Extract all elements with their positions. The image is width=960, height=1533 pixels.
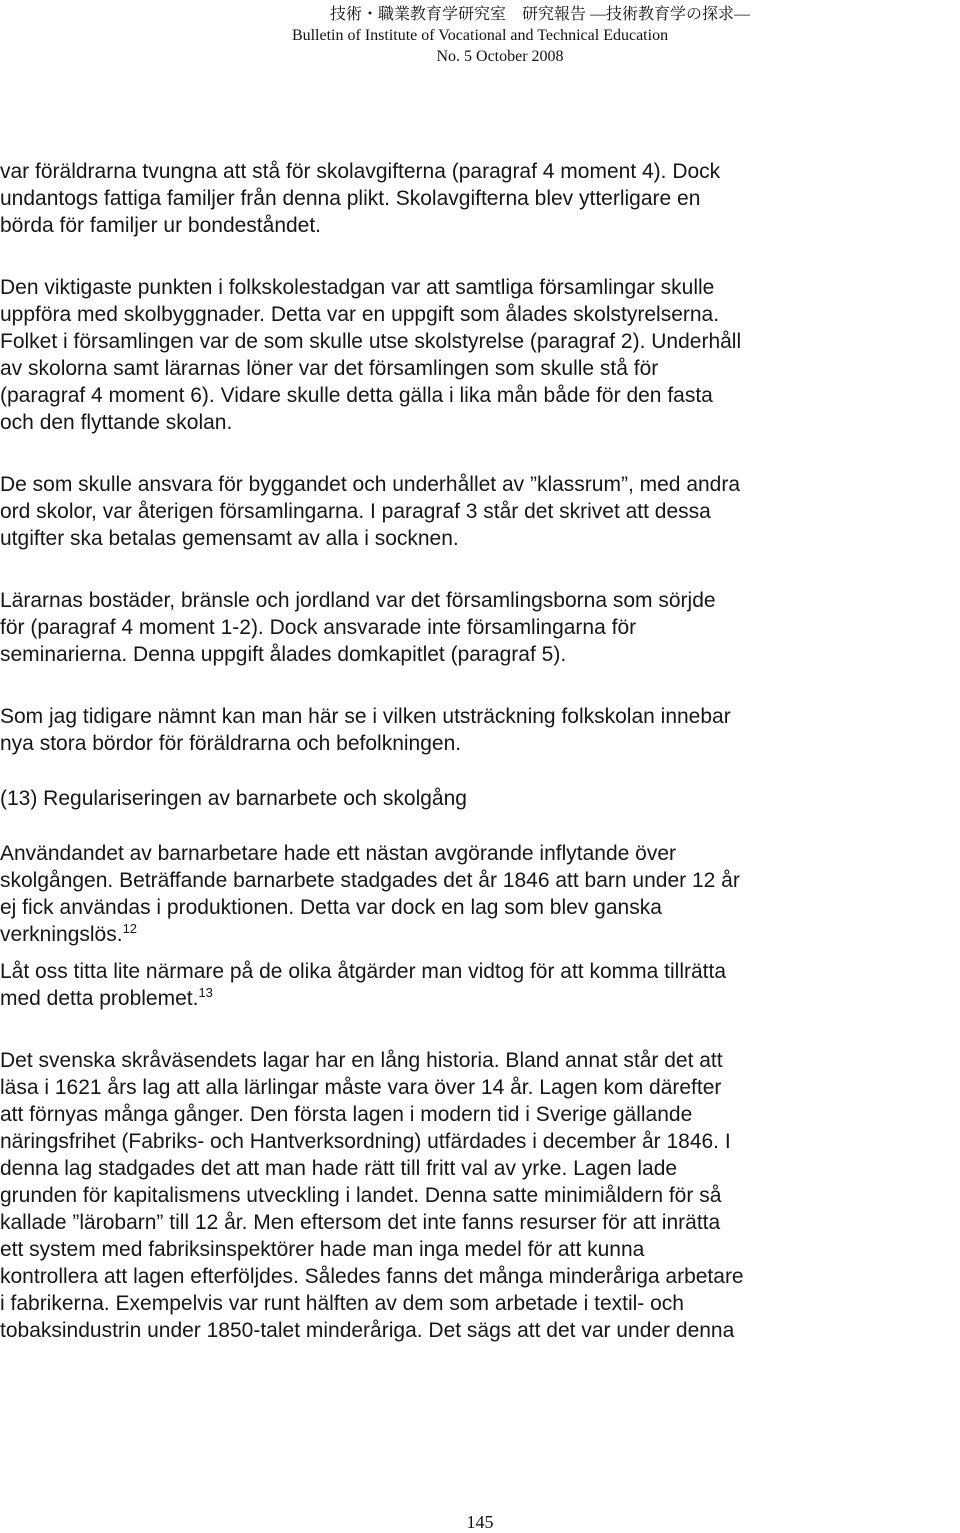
text-line: Den viktigaste punkten i folkskolestadgan var att samtliga församlingar skulle xyxy=(0,276,715,299)
paragraph-measures xyxy=(0,958,955,1012)
text-line: kallade ”lärobarn” till 12 år. Men eftersom det inte fanns resurser för att inrätta xyxy=(0,1211,721,1234)
text-line: för (paragraf 4 moment 1-2). Dock ansvarade inte församlingarna för xyxy=(0,616,637,639)
article-body xyxy=(0,158,955,1344)
text-line: Folket i församlingen var de som skulle utse skolstyrelse (paragraf 2). Underhåll xyxy=(0,330,742,353)
text-line: utgifter ska betalas gemensamt av alla i socknen. xyxy=(0,527,459,550)
text-line: seminarierna. Denna uppgift ålades domkapitlet (paragraf 5). xyxy=(0,643,567,666)
footnote-ref-12[interactable]: 12 xyxy=(122,921,138,936)
text-line: De som skulle ansvara för byggandet och underhållet av ”klassrum”, med andra xyxy=(0,473,741,496)
text-line: tobaksindustrin under 1850-talet minderåriga. Det sägs att det var under denna xyxy=(0,1319,735,1342)
text-fragment: med detta problemet. xyxy=(0,987,199,1010)
text-fragment: verkningslös. xyxy=(0,923,123,946)
header-issue: No. 5 October 2008 xyxy=(436,48,564,65)
text-line: grunden för kapitalismens utveckling i landet. Denna satte minimiåldern för så xyxy=(0,1184,722,1207)
text-line: ej fick användas i produktionen. Detta var dock en lag som blev ganska xyxy=(0,896,662,919)
text-line: Det svenska skråväsendets lagar har en lång historia. Bland annat står det att xyxy=(0,1049,723,1072)
journal-header xyxy=(0,4,960,67)
text-line: ord skolor, var återigen församlingarna. I paragraf 3 står det skrivet att dessa xyxy=(0,500,711,523)
text-line: uppföra med skolbyggnader. Detta var en uppgift som ålades skolstyrelserna. xyxy=(0,303,720,326)
text-line xyxy=(0,921,955,948)
text-line: att förnyas många gånger. Den första lagen i modern tid i Sverige gällande xyxy=(0,1103,693,1126)
header-title-japanese: 技術・職業教育学研究室 研究報告 ―技術教育学の探求― xyxy=(329,6,750,23)
section-heading xyxy=(0,785,955,812)
paragraph-school-buildings xyxy=(0,274,955,436)
text-line: skolgången. Beträffande barnarbete stadgades det år 1846 att barn under 12 år xyxy=(0,869,740,892)
text-line: Användandet av barnarbetare hade ett nästan avgörande inflytande över xyxy=(0,842,676,865)
text-line xyxy=(0,985,955,1012)
text-line: i fabrikerna. Exempelvis var runt hälften av dem som arbetade i textil- och xyxy=(0,1292,684,1315)
text-line: nya stora bördor för föräldrarna och befolkningen. xyxy=(0,732,462,755)
text-line: Låt oss titta lite närmare på de olika åtgärder man vidtog för att komma tillrätta xyxy=(0,960,727,983)
text-line: Som jag tidigare nämnt kan man här se i vilken utsträckning folkskolan innebar xyxy=(0,705,731,728)
footnote-ref-13[interactable]: 13 xyxy=(198,985,213,1000)
text-line: ett system med fabriksinspektörer hade man inga medel för att kunna xyxy=(0,1238,645,1261)
text-line: (paragraf 4 moment 6). Vidare skulle detta gälla i lika mån både för den fasta xyxy=(0,384,713,407)
text-line: var föräldrarna tvungna att stå för skolavgifterna (paragraf 4 moment 4). Dock xyxy=(0,160,721,183)
text-line: Lärarnas bostäder, bränsle och jordland var det församlingsborna som sörjde xyxy=(0,589,716,612)
text-line: kontrollera att lagen efterföljdes. Således fanns det många minderåriga arbetare xyxy=(0,1265,744,1288)
paragraph-guild-history xyxy=(0,1047,955,1344)
text-line: näringsfrihet (Fabriks- och Hantverksordning) utfärdades i december år 1846. I xyxy=(0,1130,731,1153)
paragraph-teacher-housing xyxy=(0,587,955,668)
paragraph-burdens xyxy=(0,703,955,757)
text-line: läsa i 1621 års lag att alla lärlingar måste vara över 14 år. Lagen kom därefter xyxy=(0,1076,722,1099)
paragraph-school-fees xyxy=(0,158,955,239)
page-number: 145 xyxy=(466,1512,494,1532)
header-title-english: Bulletin of Institute of Vocational and Technical Education xyxy=(291,27,669,44)
text-line: börda för familjer ur bondeståndet. xyxy=(0,214,322,237)
text-line: och den flyttande skolan. xyxy=(0,411,233,434)
paragraph-classrooms xyxy=(0,471,955,552)
text-line: denna lag stadgades det att man hade rätt till fritt val av yrke. Lagen lade xyxy=(0,1157,678,1180)
section-heading-text: (13) Regulariseringen av barnarbete och skolgång xyxy=(0,787,467,810)
text-line: undantogs fattiga familjer från denna plikt. Skolavgifterna blev ytterligare en xyxy=(0,187,701,210)
paragraph-child-labour xyxy=(0,840,955,948)
text-line: av skolorna samt lärarnas löner var det församlingen som skulle stå för xyxy=(0,357,659,380)
